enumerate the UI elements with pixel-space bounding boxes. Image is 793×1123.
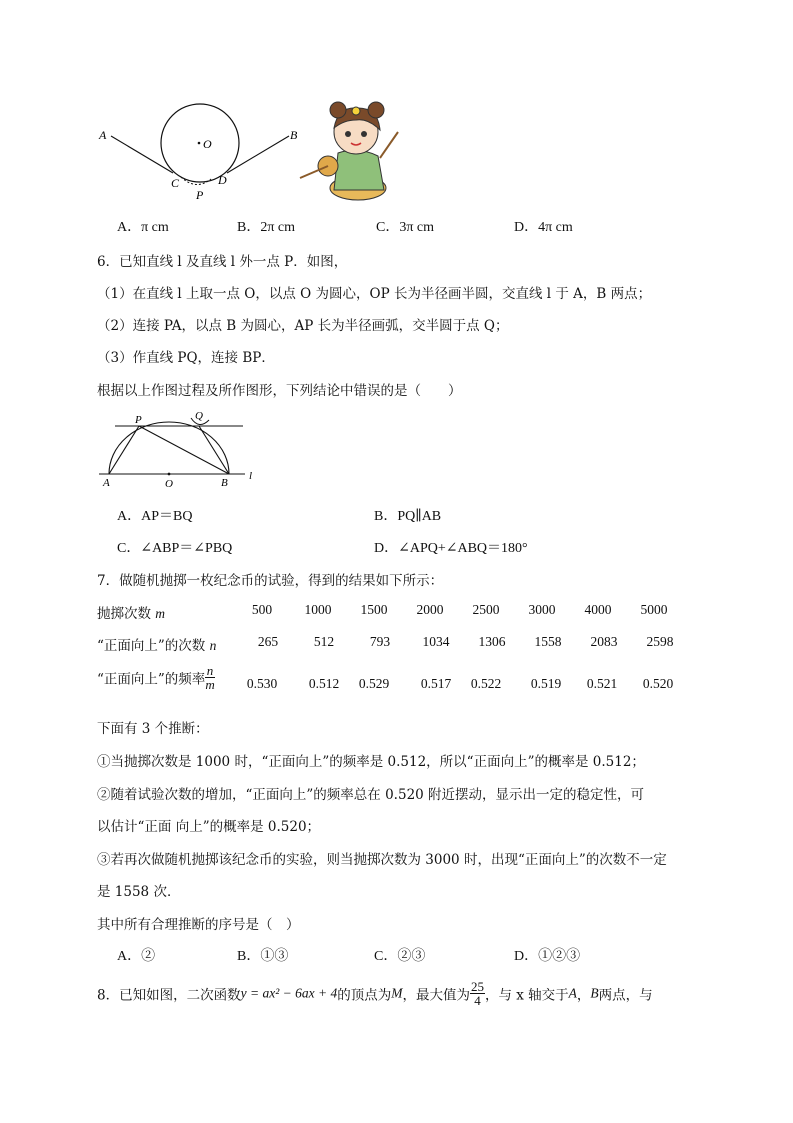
q7-row1-cell: 1500 xyxy=(360,602,388,617)
q7-row3-cell: 0.522 xyxy=(470,676,502,691)
q7-statement-1: ①当抛掷次数是 1000 时，“正面向上”的频率是 0.512，所以“正面向上”的概率是 0.512； xyxy=(97,754,645,770)
fig2-label-o: O xyxy=(165,478,173,490)
q7-row2-cell: 1034 xyxy=(422,634,450,649)
cartoon-girl-illustration xyxy=(298,98,403,203)
q7-option-d: D．①②③ xyxy=(514,949,581,964)
q7-row2-cell: 512 xyxy=(313,634,335,649)
q6-step3: （3）作直线 PQ，连接 BP． xyxy=(97,350,275,366)
q7-row1-cell: 3000 xyxy=(528,602,556,617)
q5-option-b: B．2π cm xyxy=(237,220,296,235)
q7-row1-label: 抛掷次数 m xyxy=(97,606,166,622)
q8-stem: 8．已知如图，二次函数y = ax² − 6ax + 4的顶点为M，最大值为 $\frac{25}{4}$ ，与 x 轴交于A，B两点，与 xyxy=(97,979,653,1008)
q6-option-a: A．AP＝BQ xyxy=(117,509,193,524)
circle-tangent-figure xyxy=(95,95,310,205)
q6-stem: 6．已知直线 l 及直线 l 外一点 P．如图， xyxy=(97,254,348,270)
q7-row3-cell: 0.530 xyxy=(246,676,278,691)
label-c: C xyxy=(171,176,180,190)
q7-row3-cell: 0.517 xyxy=(420,676,452,691)
q7-row2-cell: 793 xyxy=(369,634,391,649)
q5-option-a: A．π cm xyxy=(117,220,169,235)
q7-option-c: C．②③ xyxy=(374,949,426,964)
label-p: P xyxy=(196,188,204,202)
semicircle-construction-figure xyxy=(95,408,265,490)
q7-row1-cell: 500 xyxy=(251,602,273,617)
label-d: D xyxy=(218,173,227,187)
q7-statement-3b: 是 1558 次． xyxy=(97,884,181,900)
q7-row2-cell: 2598 xyxy=(646,634,674,649)
fig2-label-b: B xyxy=(221,477,228,489)
q6-question: 根据以上作图过程及所作图形，下列结论中错误的是（ ） xyxy=(97,383,462,399)
q5-option-d: D．4π cm xyxy=(514,220,573,235)
q6-step1: （1）在直线 l 上取一点 O，以点 O 为圆心，OP 长为半径画半圆，交直线 l 于 A，B 两点； xyxy=(97,286,652,302)
q7-row3-cell: 0.520 xyxy=(642,676,674,691)
fig2-label-a: A xyxy=(103,477,110,489)
q7-row2-cell: 2083 xyxy=(590,634,618,649)
q7-option-b: B．①③ xyxy=(237,949,289,964)
q6-step2: （2）连接 PA，以点 B 为圆心，AP 长为半径画弧，交半圆于点 Q； xyxy=(97,318,509,334)
q7-question: 其中所有合理推断的序号是（ ） xyxy=(97,917,300,933)
q7-statement-2b: 以估计“正面 向上”的概率是 0.520； xyxy=(97,819,321,835)
q5-option-c: C．3π cm xyxy=(376,220,435,235)
q7-row2-label: “正面向上”的次数 n xyxy=(97,638,217,654)
q7-statement-3a: ③若再次做随机抛掷该纪念币的实验，则当抛掷次数为 3000 时，出现“正面向上”的次数不一定 xyxy=(97,852,667,868)
q7-row3-cell: 0.521 xyxy=(586,676,618,691)
q7-row1-cell: 5000 xyxy=(640,602,668,617)
q7-row1-cell: 2000 xyxy=(416,602,444,617)
q7-row2-cell: 265 xyxy=(257,634,279,649)
fig2-label-p: P xyxy=(135,414,142,426)
q7-row1-cell: 4000 xyxy=(584,602,612,617)
q7-stem: 7．做随机抛掷一枚纪念币的试验，得到的结果如下所示： xyxy=(97,573,444,589)
q7-intro: 下面有 3 个推断： xyxy=(97,721,209,737)
q7-row2-cell: 1306 xyxy=(478,634,506,649)
q6-option-b: B．PQ∥AB xyxy=(374,509,442,524)
q7-row1-cell: 2500 xyxy=(472,602,500,617)
q7-row3-cell: 0.519 xyxy=(530,676,562,691)
q7-row1-cell: 1000 xyxy=(304,602,332,617)
q7-row2-cell: 1558 xyxy=(534,634,562,649)
q7-row3-label: “正面向上”的频率 $\frac{n}{m}$ xyxy=(97,663,215,692)
q6-option-c: C．∠ABP＝∠PBQ xyxy=(117,541,233,556)
label-o: O xyxy=(203,137,212,151)
q6-option-d: D．∠APQ+∠ABQ＝180° xyxy=(374,541,528,556)
q7-row3-cell: 0.529 xyxy=(358,676,390,691)
label-a: A xyxy=(99,128,107,142)
fig2-label-l: l xyxy=(249,470,253,482)
q7-row3-cell: 0.512 xyxy=(308,676,340,691)
q7-statement-2a: ②随着试验次数的增加，“正面向上”的频率总在 0.520 附近摆动，显示出一定的稳定性，可 xyxy=(97,787,645,803)
q7-option-a: A．② xyxy=(117,949,156,964)
label-b: B xyxy=(290,128,298,142)
fig2-label-q: Q xyxy=(195,410,203,422)
